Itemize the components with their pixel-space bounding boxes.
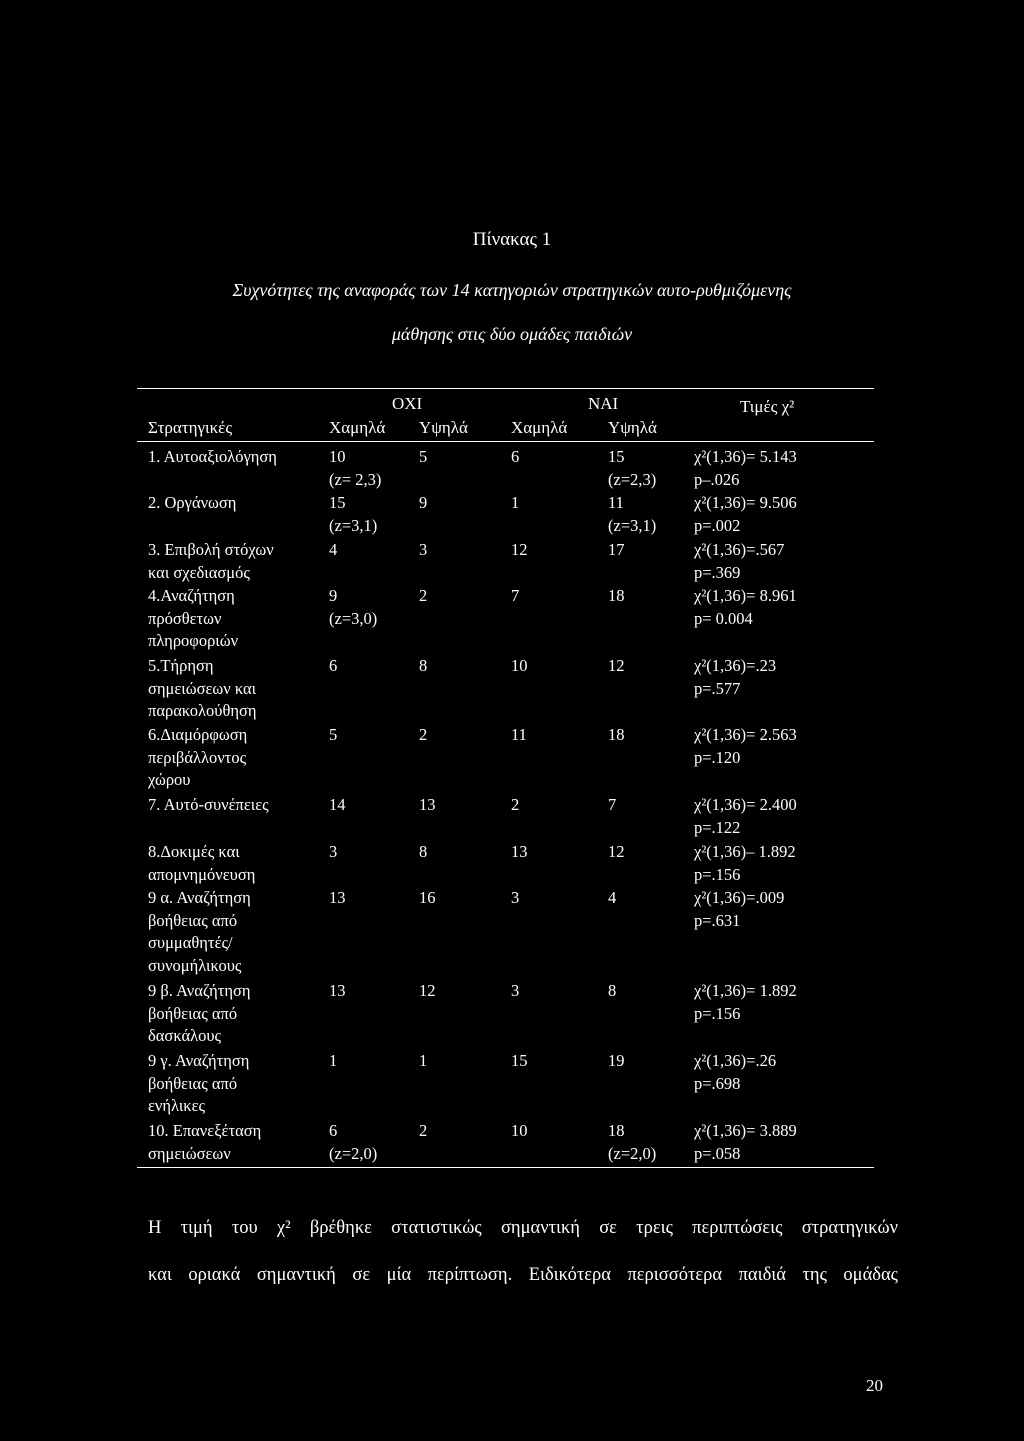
no-high-value: 9	[419, 493, 428, 512]
yes-low-value: 11	[511, 725, 527, 744]
header-yes-high: Υψηλά	[608, 418, 657, 437]
no-low-value: 15 (z=3,1)	[329, 493, 378, 535]
yes-low-value: 2	[511, 795, 520, 814]
chi-square-value: χ²(1,36)= 5.143 p–.026	[694, 447, 797, 489]
table-bottom-rule	[137, 1167, 874, 1168]
table-caption-line-1: Συχνότητες της αναφοράς των 14 κατηγοριών στρατηγικών αυτο-ρυθμιζόμενης	[232, 280, 792, 300]
no-low-value: 1	[329, 1051, 338, 1070]
no-low-value: 3	[329, 842, 338, 861]
yes-low-value: 6	[511, 447, 520, 466]
header-chi-values: Τιμές χ²	[740, 397, 795, 416]
chi-square-value: χ²(1,36)– 1.892 p=.156	[694, 842, 796, 884]
no-high-value: 12	[419, 981, 436, 1000]
yes-high-value: 12	[608, 656, 625, 675]
header-yes-low: Χαμηλά	[511, 418, 568, 437]
page-number: 20	[866, 1376, 883, 1395]
yes-low-value: 3	[511, 981, 520, 1000]
strategy-name: 9 α. Αναζήτηση βοήθειας από συμμαθητές/ συνομήλικους	[148, 888, 251, 975]
chi-square-value: χ²(1,36)=.567 p=.369	[694, 540, 785, 582]
strategy-name: 2. Οργάνωση	[148, 493, 237, 512]
header-no-low: Χαμηλά	[329, 418, 386, 437]
yes-low-value: 7	[511, 586, 520, 605]
header-no-high: Υψηλά	[419, 418, 468, 437]
table-header-rule	[137, 441, 874, 442]
no-high-value: 5	[419, 447, 428, 466]
yes-high-value: 12	[608, 842, 625, 861]
chi-square-value: χ²(1,36)= 3.889 p=.058	[694, 1121, 797, 1163]
strategy-name: 7. Αυτό-συνέπειες	[148, 795, 269, 814]
yes-high-value: 18	[608, 725, 625, 744]
chi-square-value: χ²(1,36)= 1.892 p=.156	[694, 981, 797, 1023]
no-high-value: 8	[419, 842, 428, 861]
strategy-name: 10. Επανεξέταση σημειώσεων	[148, 1121, 262, 1163]
strategy-name: 6.Διαμόρφωση περιβάλλοντος χώρου	[148, 725, 248, 789]
no-low-value: 13	[329, 981, 346, 1000]
no-high-value: 13	[419, 795, 436, 814]
chi-square-value: χ²(1,36)= 2.400 p=.122	[694, 795, 797, 837]
strategy-name: 5.Τήρηση σημειώσεων και παρακολούθηση	[148, 656, 257, 720]
chi-square-value: χ²(1,36)=.23 p=.577	[694, 656, 777, 698]
yes-low-value: 3	[511, 888, 520, 907]
table-top-rule	[137, 388, 874, 389]
yes-high-value: 11 (z=3,1)	[608, 493, 657, 535]
strategy-name: 1. Αυτοαξιολόγηση	[148, 447, 277, 466]
no-high-value: 3	[419, 540, 428, 559]
no-high-value: 1	[419, 1051, 428, 1070]
no-high-value: 2	[419, 725, 428, 744]
yes-high-value: 19	[608, 1051, 625, 1070]
chi-square-value: χ²(1,36)=.009 p=.631	[694, 888, 785, 930]
header-group-yes: ΝΑΙ	[588, 394, 619, 413]
strategy-name: 4.Αναζήτηση πρόσθετων πληροφοριών	[148, 586, 239, 650]
yes-low-value: 10	[511, 656, 528, 675]
body-paragraph-line-2: και οριακά σημαντική σε μία περίπτωση. Ειδικότερα περισσότερα παιδιά της ομάδας	[148, 1265, 898, 1285]
yes-high-value: 15 (z=2,3)	[608, 447, 657, 489]
yes-low-value: 13	[511, 842, 528, 861]
yes-low-value: 1	[511, 493, 520, 512]
table-caption-title: Πίνακας 1	[472, 229, 552, 250]
no-low-value: 10 (z= 2,3)	[329, 447, 382, 489]
header-strategies: Στρατηγικές	[148, 418, 233, 437]
no-high-value: 16	[419, 888, 436, 907]
yes-high-value: 7	[608, 795, 617, 814]
no-high-value: 2	[419, 1121, 428, 1140]
no-low-value: 9 (z=3,0)	[329, 586, 378, 628]
yes-high-value: 17	[608, 540, 625, 559]
chi-square-value: χ²(1,36)= 2.563 p=.120	[694, 725, 797, 767]
body-paragraph-line-1: Η τιμή του χ² βρέθηκε στατιστικώς σημαντική σε τρεις περιπτώσεις στρατηγικών	[148, 1218, 898, 1238]
yes-low-value: 15	[511, 1051, 528, 1070]
table-caption-line-2: μάθησης στις δύο ομάδες παιδιών	[391, 324, 633, 344]
no-low-value: 14	[329, 795, 346, 814]
no-low-value: 13	[329, 888, 346, 907]
chi-square-value: χ²(1,36)= 9.506 p=.002	[694, 493, 797, 535]
no-high-value: 8	[419, 656, 428, 675]
strategy-name: 3. Επιβολή στόχων και σχεδιασμός	[148, 540, 274, 582]
chi-square-value: χ²(1,36)= 8.961 p= 0.004	[694, 586, 797, 628]
yes-high-value: 18	[608, 586, 625, 605]
yes-high-value: 4	[608, 888, 617, 907]
no-high-value: 2	[419, 586, 428, 605]
yes-high-value: 18 (z=2,0)	[608, 1121, 657, 1163]
yes-high-value: 8	[608, 981, 617, 1000]
header-group-no: ΟΧΙ	[392, 394, 423, 413]
chi-square-value: χ²(1,36)=.26 p=.698	[694, 1051, 777, 1093]
yes-low-value: 12	[511, 540, 528, 559]
strategy-name: 8.Δοκιμές και απομνημόνευση	[148, 842, 256, 884]
yes-low-value: 10	[511, 1121, 528, 1140]
no-low-value: 5	[329, 725, 338, 744]
strategy-name: 9 γ. Αναζήτηση βοήθειας από ενήλικες	[148, 1051, 250, 1115]
strategy-name: 9 β. Αναζήτηση βοήθειας από δασκάλους	[148, 981, 251, 1045]
no-low-value: 6	[329, 656, 338, 675]
no-low-value: 4	[329, 540, 338, 559]
no-low-value: 6 (z=2,0)	[329, 1121, 378, 1163]
